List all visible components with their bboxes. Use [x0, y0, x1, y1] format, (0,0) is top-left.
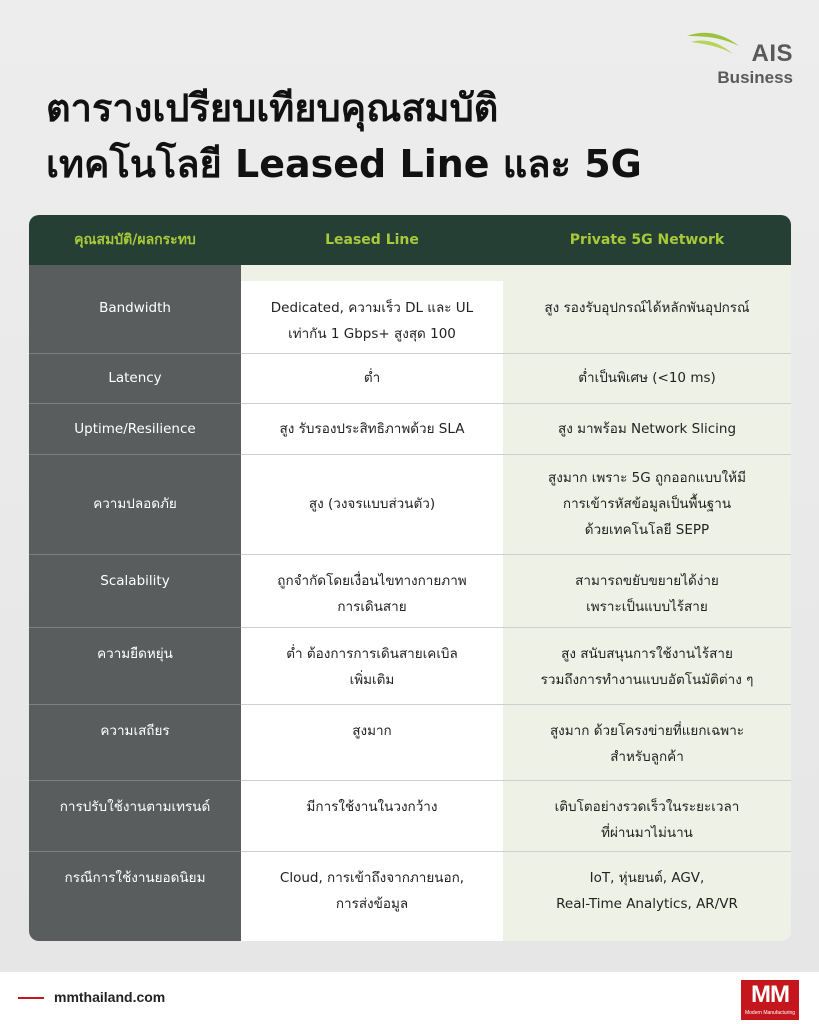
row-leased-line-cell-text: Dedicated, ความเร็ว DL และ UL เท่ากัน 1 Gbps+ สูงสุด 100: [270, 300, 474, 342]
header-private-5g: Private 5G Network: [569, 232, 725, 248]
row-private-5g-cell-text: ต่ำเป็นพิเศษ (<10 ms): [578, 370, 716, 386]
title-line-2: เทคโนโลยี Leased Line และ 5G: [46, 142, 642, 186]
footer-site-link[interactable]: mmthailand.com: [54, 989, 166, 1005]
table-row: [29, 627, 791, 704]
row-leased-line-cell-text: ต่ำ ต้องการการเดินสายเคเบิล เพิ่มเติม: [286, 646, 458, 688]
row-feature-cell-text: การปรับใช้งานตามเทรนด์: [59, 799, 211, 815]
row-leased-line-cell: [241, 554, 503, 627]
row-leased-line-cell: [241, 851, 503, 941]
row-feature-cell-text: ความปลอดภัย: [93, 496, 177, 512]
row-private-5g-cell: [503, 780, 791, 851]
row-leased-line-cell: [241, 353, 503, 403]
row-private-5g-cell: [503, 627, 791, 704]
row-private-5g-cell-text: IoT, หุ่นยนต์, AGV, Real-Time Analytics, AR/VR: [556, 870, 738, 912]
row-feature-cell-text: ความเสถียร: [100, 723, 170, 739]
row-feature-cell-text: Uptime/Resilience: [74, 420, 196, 437]
table-row: [29, 851, 791, 941]
row-leased-line-cell-text: สูง (วงจรแบบส่วนตัว): [308, 496, 436, 512]
row-private-5g-cell-text: เติบโตอย่างรวดเร็วในระยะเวลา ที่ผ่านมาไม่นาน: [554, 799, 740, 841]
row-divider: [29, 704, 791, 705]
table-row: [29, 554, 791, 627]
brand-sub: Business: [717, 68, 793, 87]
row-feature-cell: [29, 851, 241, 941]
table-row: [29, 780, 791, 851]
row-private-5g-cell-text: สูง สนับสนุนการใช้งานไร้สาย รวมถึงการทำงานแบบอัตโนมัติต่าง ๆ: [540, 646, 754, 688]
row-private-5g-cell-text: สูง รองรับอุปกรณ์ได้หลักพันอุปกรณ์: [544, 300, 750, 316]
table-body: [29, 265, 791, 941]
row-leased-line-cell-text: มีการใช้งานในวงกว้าง: [306, 799, 438, 815]
row-divider: [29, 554, 791, 555]
table-row: [29, 353, 791, 403]
page-title: [46, 80, 686, 192]
row-feature-cell: [29, 554, 241, 627]
row-leased-line-cell: [241, 403, 503, 454]
comparison-table: [29, 215, 791, 941]
row-leased-line-cell-text: ถูกจำกัดโดยเงื่อนไขทางกายภาพ การเดินสาย: [277, 573, 467, 615]
row-private-5g-cell: [503, 281, 791, 353]
row-divider: [29, 403, 791, 404]
row-feature-cell-text: Scalability: [100, 573, 170, 589]
row-leased-line-cell: [241, 627, 503, 704]
row-feature-cell-text: กรณีการใช้งานยอดนิยม: [64, 870, 206, 886]
row-feature-cell: [29, 353, 241, 403]
row-feature-cell: [29, 454, 241, 554]
footer-accent-line: [18, 997, 44, 999]
row-feature-cell-text: Bandwidth: [99, 300, 171, 316]
row-feature-cell-text: ความยืดหยุ่น: [97, 646, 173, 662]
row-private-5g-cell: [503, 403, 791, 454]
row-private-5g-cell-text: สูงมาก ด้วยโครงข่ายที่แยกเฉพาะ สำหรับลูกค้า: [549, 723, 745, 765]
row-leased-line-cell-text: สูง รับรองประสิทธิภาพด้วย SLA: [279, 420, 465, 437]
row-private-5g-cell: [503, 454, 791, 554]
header-feature: คุณสมบัติ/ผลกระทบ: [74, 232, 196, 248]
mm-logo: [741, 980, 799, 1020]
brand-name: AIS: [751, 40, 793, 67]
row-leased-line-cell: [241, 780, 503, 851]
ais-swoosh-icon: [683, 28, 753, 62]
footer: [0, 972, 819, 1024]
row-private-5g-cell: [503, 704, 791, 780]
row-divider: [29, 627, 791, 628]
mm-logo-text: MM: [751, 981, 789, 1008]
row-private-5g-cell-text: สูงมาก เพราะ 5G ถูกออกแบบให้มี การเข้ารหัสข้อมูลเป็นพื้นฐาน ด้วยเทคโนโลยี SEPP: [548, 470, 746, 538]
table-row: [29, 403, 791, 454]
row-private-5g-cell: [503, 353, 791, 403]
row-private-5g-cell: [503, 554, 791, 627]
row-leased-line-cell: [241, 281, 503, 353]
row-leased-line-cell: [241, 454, 503, 554]
row-feature-cell: [29, 627, 241, 704]
table-row: [29, 281, 791, 353]
row-divider: [29, 780, 791, 781]
row-feature-cell: [29, 780, 241, 851]
ais-business-logo: [683, 28, 793, 88]
row-divider: [29, 353, 791, 354]
row-feature-cell: [29, 704, 241, 780]
header-leased-line: Leased Line: [325, 232, 419, 248]
row-leased-line-cell-text: สูงมาก: [352, 723, 392, 739]
row-divider: [29, 454, 791, 455]
row-private-5g-cell-text: สามารถขยับขยายได้ง่าย เพราะเป็นแบบไร้สาย: [575, 573, 719, 615]
table-row: [29, 454, 791, 554]
table-header: [29, 215, 791, 265]
row-private-5g-cell: [503, 851, 791, 941]
row-feature-cell: [29, 403, 241, 454]
row-feature-cell: [29, 281, 241, 353]
title-line-1: ตารางเปรียบเทียบคุณสมบัติ: [46, 86, 499, 130]
table-row: [29, 704, 791, 780]
mm-logo-subtext: Modern Manufacturing: [744, 1010, 796, 1016]
row-leased-line-cell-text: Cloud, การเข้าถึงจากภายนอก, การส่งข้อมูล: [279, 870, 465, 912]
row-divider: [29, 851, 791, 852]
row-leased-line-cell-text: ต่ำ: [363, 370, 381, 386]
row-private-5g-cell-text: สูง มาพร้อม Network Slicing: [557, 420, 737, 437]
row-feature-cell-text: Latency: [108, 370, 162, 386]
row-leased-line-cell: [241, 704, 503, 780]
